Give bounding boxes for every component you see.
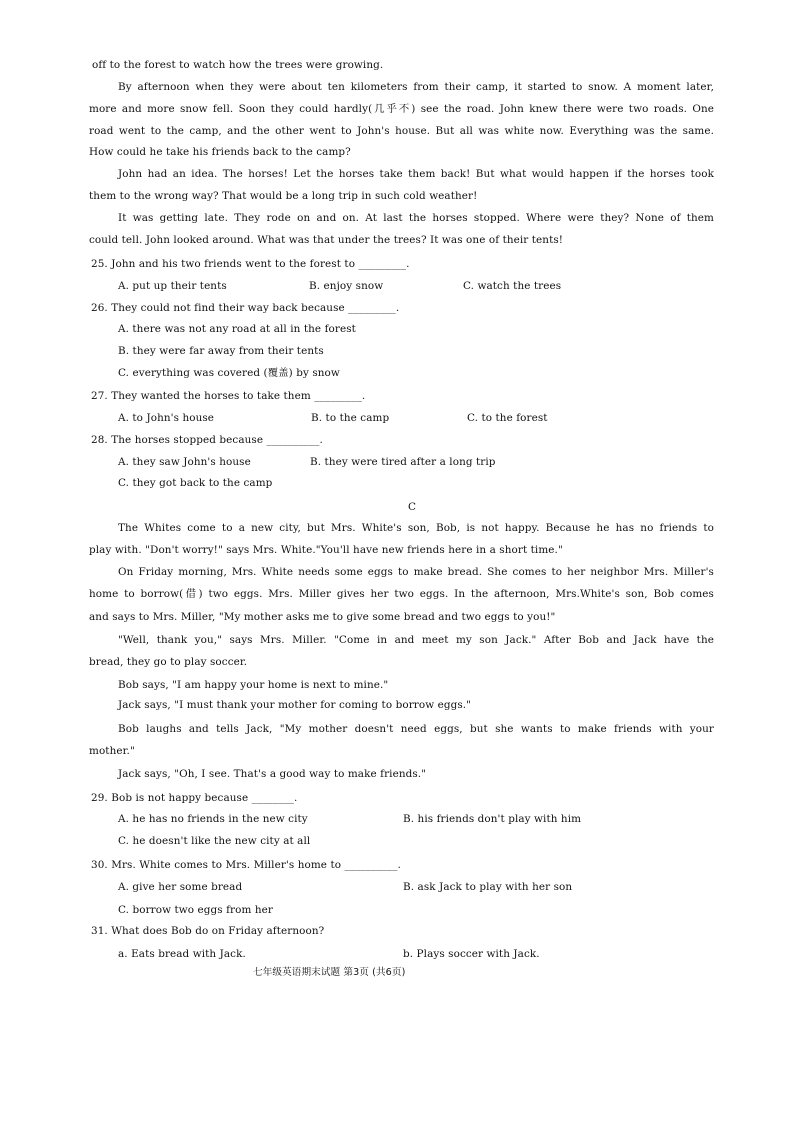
passage-b-line-7: them to the wrong way? That would be a long trip in such cold weather! xyxy=(89,190,478,202)
passage-c-line-6: "Well, thank you," says Mrs. Miller. "Come in and meet my son Jack." After Bob and Jack have the xyxy=(118,634,714,646)
q25-option-c: C. watch the trees xyxy=(463,280,562,292)
q26-option-b: B. they were far away from their tents xyxy=(118,345,324,357)
q29-option-c: C. he doesn't like the new city at all xyxy=(118,835,311,847)
passage-b-line-4: road went to the camp, and the other went to John's house. But all was white now. Everything was the same. xyxy=(89,125,714,137)
q30-option-b: B. ask Jack to play with her son xyxy=(403,881,573,893)
q30-option-a: A. give her some bread xyxy=(118,881,243,893)
question-26: 26. They could not find their way back because _________. xyxy=(91,302,400,314)
passage-b-line-2: By afternoon when they were about ten kilometers from their camp, it started to snow. A moment later, xyxy=(118,81,714,93)
passage-c-line-9: Jack says, "I must thank your mother for coming to borrow eggs." xyxy=(118,699,472,711)
passage-b-line-8: It was getting late. They rode on and on. At last the horses stopped. Where were they? None of them xyxy=(118,212,714,224)
passage-c-line-11: mother." xyxy=(89,745,135,757)
question-27: 27. They wanted the horses to take them _________. xyxy=(91,390,366,402)
page-footer: 七年级英语期末试题 第3页 (共6页) xyxy=(253,967,406,978)
passage-b-line-9: could tell. John looked around. What was that under the trees? It was one of their tents! xyxy=(89,234,564,246)
q25-option-b: B. enjoy snow xyxy=(309,280,384,292)
q28-option-b: B. they were tired after a long trip xyxy=(310,456,496,468)
q26-option-a: A. there was not any road at all in the forest xyxy=(118,323,356,335)
question-28: 28. The horses stopped because __________. xyxy=(91,434,323,446)
passage-b-line-3: more and more snow fell. Soon they could hardly(几乎不) see the road. John knew there were two roads. One xyxy=(89,103,714,115)
q27-option-c: C. to the forest xyxy=(467,412,548,424)
question-29: 29. Bob is not happy because ________. xyxy=(91,792,298,804)
q28-option-c: C. they got back to the camp xyxy=(118,477,273,489)
passage-c-line-2: play with. "Don't worry!" says Mrs. White."You'll have new friends here in a short time." xyxy=(89,544,563,556)
passage-c-line-1: The Whites come to a new city, but Mrs. White's son, Bob, is not happy. Because he has no friends to xyxy=(118,522,714,534)
passage-c-line-10: Bob laughs and tells Jack, "My mother doesn't need eggs, but she wants to make friends with your xyxy=(118,723,714,735)
passage-c-line-7: bread, they go to play soccer. xyxy=(89,656,248,668)
q30-option-c: C. borrow two eggs from her xyxy=(118,904,273,916)
question-30: 30. Mrs. White comes to Mrs. Miller's home to __________. xyxy=(91,859,401,871)
passage-b-line-6: John had an idea. The horses! Let the horses take them back! But what would happen if the horses took xyxy=(118,168,714,180)
q31-option-a: a. Eats bread with Jack. xyxy=(118,948,246,960)
q27-option-b: B. to the camp xyxy=(311,412,390,424)
passage-b-line-5: How could he take his friends back to the camp? xyxy=(89,146,351,158)
q29-option-b: B. his friends don't play with him xyxy=(403,813,582,825)
passage-c-line-5: and says to Mrs. Miller, "My mother asks me to give some bread and two eggs to you!" xyxy=(89,611,556,623)
section-c-heading: C xyxy=(407,501,417,513)
q28-option-a: A. they saw John's house xyxy=(118,456,251,468)
q25-option-a: A. put up their tents xyxy=(118,280,227,292)
q29-option-a: A. he has no friends in the new city xyxy=(118,813,308,825)
passage-b-line-1: off to the forest to watch how the trees were growing. xyxy=(92,59,384,71)
passage-c-line-3: On Friday morning, Mrs. White needs some eggs to make bread. She comes to her neighbor Mrs. Miller's xyxy=(118,566,714,578)
q27-option-a: A. to John's house xyxy=(118,412,215,424)
passage-c-line-12: Jack says, "Oh, I see. That's a good way to make friends." xyxy=(118,768,427,780)
question-25: 25. John and his two friends went to the forest to _________. xyxy=(91,258,410,270)
question-31: 31. What does Bob do on Friday afternoon? xyxy=(91,925,325,937)
q26-option-c: C. everything was covered (覆盖) by snow xyxy=(118,367,340,379)
q31-option-b: b. Plays soccer with Jack. xyxy=(403,948,540,960)
passage-c-line-4: home to borrow(借) two eggs. Mrs. Miller gives her two eggs. In the afternoon, Mrs.White's son, Bob comes xyxy=(89,588,714,600)
passage-c-line-8: Bob says, "I am happy your home is next to mine." xyxy=(118,679,389,691)
